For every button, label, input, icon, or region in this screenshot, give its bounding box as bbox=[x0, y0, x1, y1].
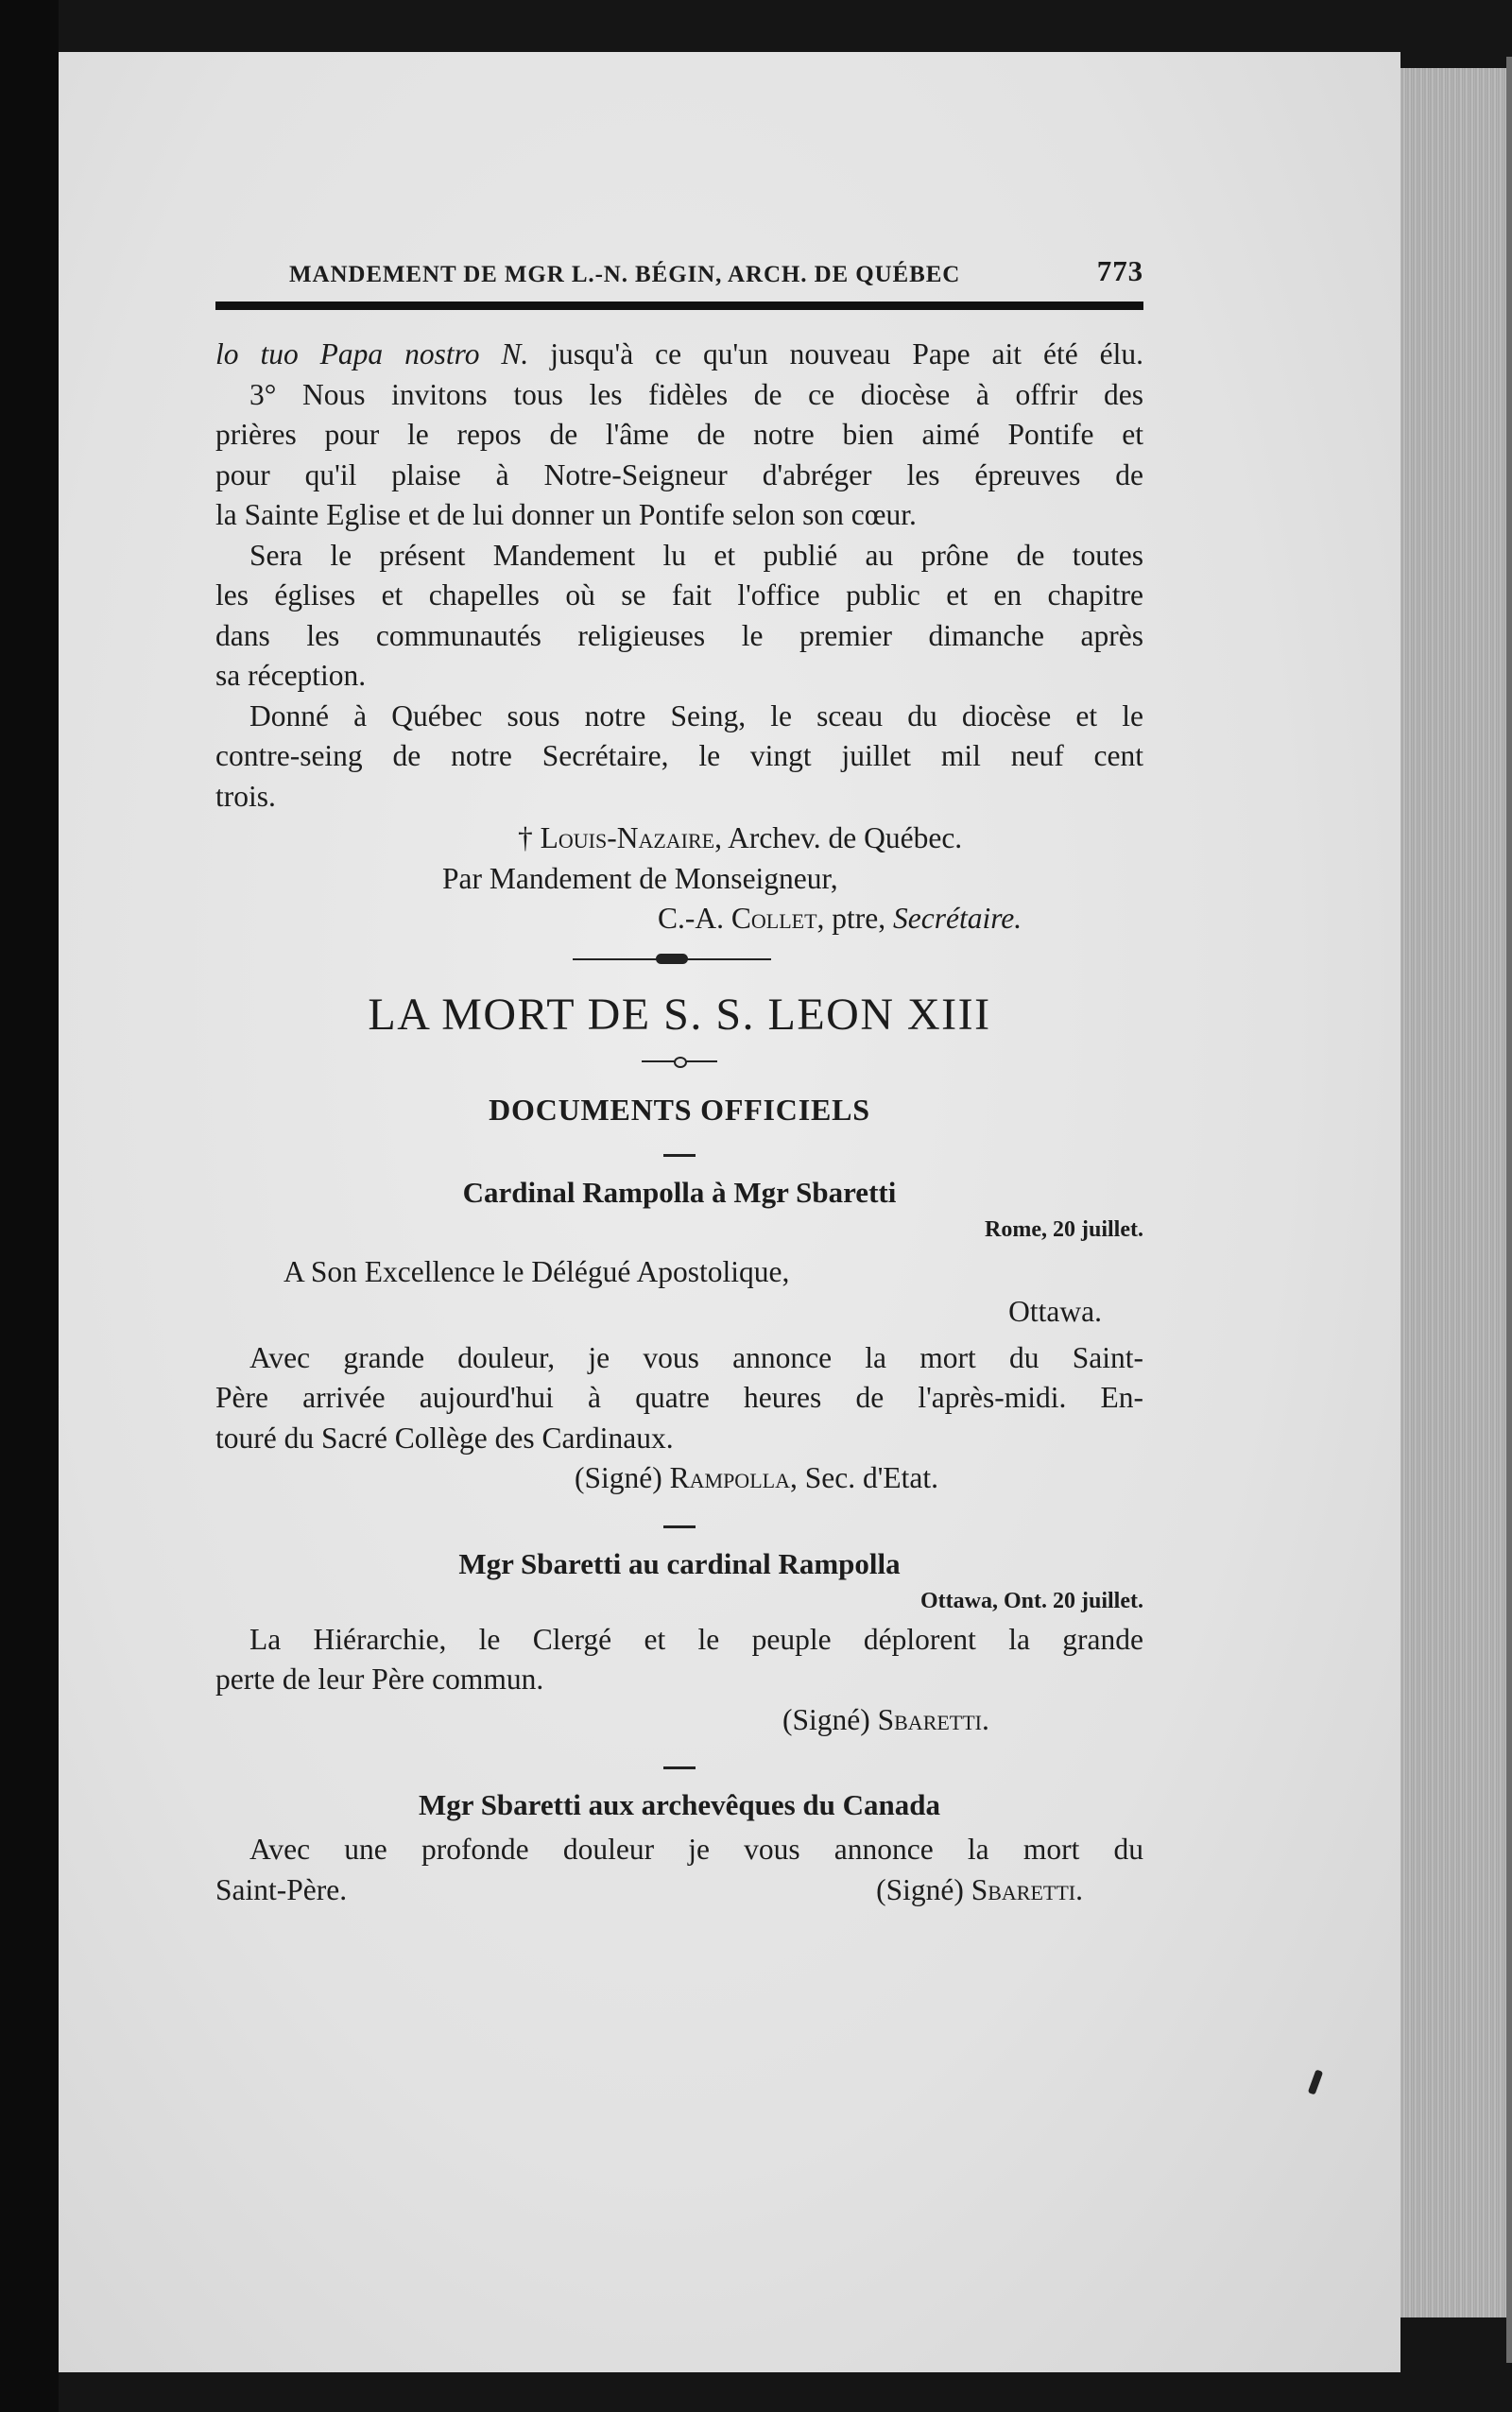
text-line: Père arrivée aujourd'hui à quatre heures de l'après-midi. En- bbox=[215, 1381, 1143, 1414]
text-line: dans les communautés religieuses le premier dimanche après bbox=[215, 618, 1143, 652]
letter-dateline: Rome, 20 juillet. bbox=[985, 1216, 1143, 1242]
page-content bbox=[215, 241, 1143, 1910]
text-line bbox=[215, 1870, 1143, 1911]
scan-border-right bbox=[1506, 57, 1512, 2363]
section-ornament bbox=[573, 953, 771, 966]
signed-name: Rampolla bbox=[669, 1461, 790, 1494]
signed-title: , Sec. d'Etat. bbox=[789, 1461, 938, 1494]
text-line: Sera le présent Mandement lu et publié au prône de toutes bbox=[249, 538, 1143, 572]
letter-heading: Mgr Sbaretti aux archevêques du Canada bbox=[418, 1788, 941, 1821]
text-line: pour qu'il plaise à Notre-Seigneur d'abréger les épreuves de bbox=[215, 457, 1143, 491]
text-line: la Sainte Eglise et de lui donner un Pontife selon son cœur. bbox=[215, 498, 917, 531]
signed-name: Sbaretti. bbox=[877, 1702, 989, 1736]
par-mandement: Par Mandement de Monseigneur, bbox=[442, 861, 838, 895]
mandement-text bbox=[215, 335, 1143, 817]
secretary-name: C.-A. Collet bbox=[658, 902, 817, 935]
text-line: contre-seing de notre Secrétaire, le vingt juillet mil neuf cent bbox=[215, 739, 1143, 772]
text-fragment: Saint-Père. bbox=[215, 1872, 348, 1906]
archbishop-signature bbox=[215, 818, 1143, 859]
text-line: 3° Nous invitons tous les fidèles de ce diocèse à offrir des bbox=[249, 377, 1143, 411]
text-line bbox=[215, 335, 1143, 375]
signed-label: (Signé) bbox=[575, 1461, 662, 1494]
cross-mark: † bbox=[518, 821, 533, 854]
scan-border-left bbox=[0, 0, 59, 2412]
letter-addressee: A Son Excellence le Délégué Apostolique, bbox=[284, 1254, 790, 1288]
text-line: Donné à Québec sous notre Seing, le sceau du diocèse et le bbox=[249, 698, 1143, 732]
divider-dash bbox=[663, 1154, 696, 1157]
small-ornament bbox=[642, 1057, 717, 1066]
text-line: Avec une profonde douleur je vous annonce la mort du bbox=[249, 1833, 1143, 1866]
text-line: les églises et chapelles où se fait l'office public et en chapitre bbox=[215, 578, 1143, 612]
signatory-name: Louis-Nazaire bbox=[540, 821, 715, 854]
letter-body bbox=[215, 1830, 1143, 1910]
running-head bbox=[215, 241, 1143, 288]
subsection-title: DOCUMENTS OFFICIELS bbox=[489, 1092, 870, 1127]
section-title: LA MORT DE S. S. LEON XIII bbox=[368, 989, 991, 1040]
letter-signature bbox=[215, 1458, 1143, 1499]
text-line: perte de leur Père commun. bbox=[215, 1663, 544, 1696]
text-fragment: jusqu'à ce qu'un nouveau Pape ait été élu. bbox=[528, 337, 1143, 370]
secretary-rest: , ptre, bbox=[816, 902, 894, 935]
secretary-title: Secrétaire. bbox=[893, 902, 1022, 935]
running-head-title: MANDEMENT DE MGR L.-N. BÉGIN, ARCH. DE QUÉBEC bbox=[289, 262, 961, 287]
letter-body bbox=[215, 1620, 1143, 1700]
text-line: sa réception. bbox=[215, 659, 367, 692]
text-line: Avec grande douleur, je vous annonce la mort du Saint- bbox=[249, 1340, 1143, 1374]
signatory-title: , Archev. de Québec. bbox=[714, 821, 963, 854]
signed-label: (Signé) bbox=[876, 1872, 964, 1906]
letter-signature bbox=[215, 1700, 1143, 1741]
letter-body bbox=[215, 1338, 1143, 1459]
page-edges bbox=[1400, 68, 1506, 2317]
latin-phrase: lo tuo Papa nostro N. bbox=[215, 337, 529, 370]
letter-place: Ottawa. bbox=[1008, 1295, 1102, 1328]
signed-label: (Signé) bbox=[782, 1702, 870, 1736]
letter-signature bbox=[876, 1870, 1143, 1911]
signed-name: Sbaretti. bbox=[971, 1872, 1083, 1906]
text-line: La Hiérarchie, le Clergé et le peuple déplorent la grande bbox=[249, 1622, 1143, 1656]
divider-dash bbox=[663, 1766, 696, 1769]
text-line: touré du Sacré Collège des Cardinaux. bbox=[215, 1421, 674, 1455]
text-line: trois. bbox=[215, 779, 276, 813]
letter-dateline: Ottawa, Ont. 20 juillet. bbox=[920, 1588, 1143, 1613]
header-rule bbox=[215, 302, 1143, 310]
text-line: prières pour le repos de l'âme de notre bien aimé Pontife et bbox=[215, 418, 1143, 451]
letter-heading: Mgr Sbaretti au cardinal Rampolla bbox=[458, 1546, 901, 1580]
page-number: 773 bbox=[1096, 254, 1143, 287]
letter-heading: Cardinal Rampolla à Mgr Sbaretti bbox=[462, 1175, 897, 1209]
divider-dash bbox=[663, 1525, 696, 1528]
secretary-signature bbox=[215, 899, 1143, 939]
